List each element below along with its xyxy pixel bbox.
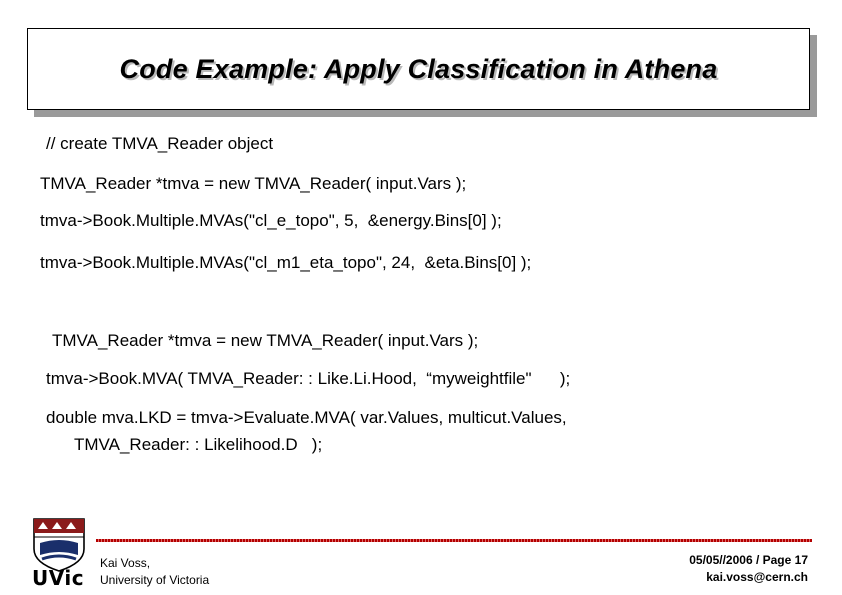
footer-author-block xyxy=(100,555,209,589)
code-comment-line: // create TMVA_Reader object xyxy=(46,134,274,153)
code-line-book-mva: tmva->Book.MVA( TMVA_Reader: : Like.Li.Hood, “myweightfile" ); xyxy=(46,369,571,388)
footer-date-page: 05/05//2006 / Page 17 xyxy=(689,553,808,567)
code-line-reader-2: TMVA_Reader *tmva = new TMVA_Reader( input.Vars ); xyxy=(52,331,479,350)
footer-meta-block xyxy=(689,552,808,586)
footer-email: kai.voss@cern.ch xyxy=(706,570,808,584)
footer-divider xyxy=(96,539,812,542)
code-line-reader: TMVA_Reader *tmva = new TMVA_Reader( input.Vars ); xyxy=(40,174,467,193)
footer-affiliation: University of Victoria xyxy=(100,573,210,587)
code-line-evaluate: double mva.LKD = tmva->Evaluate.MVA( var.Values, multicut.Values, xyxy=(46,408,567,427)
code-line-book-energy: tmva->Book.Multiple.MVAs("cl_e_topo", 5, &energy.Bins[0] ); xyxy=(40,211,502,230)
code-line-evaluate-cont: TMVA_Reader: : Likelihood.D ); xyxy=(74,435,323,454)
footer-author: Kai Voss, xyxy=(100,556,151,570)
title-box xyxy=(27,28,810,110)
code-line-book-eta: tmva->Book.Multiple.MVAs("cl_m1_eta_topo", 24, &eta.Bins[0] ); xyxy=(40,253,532,272)
uvic-logo-text: UVic xyxy=(32,566,85,590)
slide-title: Code Example: Apply Classification in Athena xyxy=(119,53,718,84)
